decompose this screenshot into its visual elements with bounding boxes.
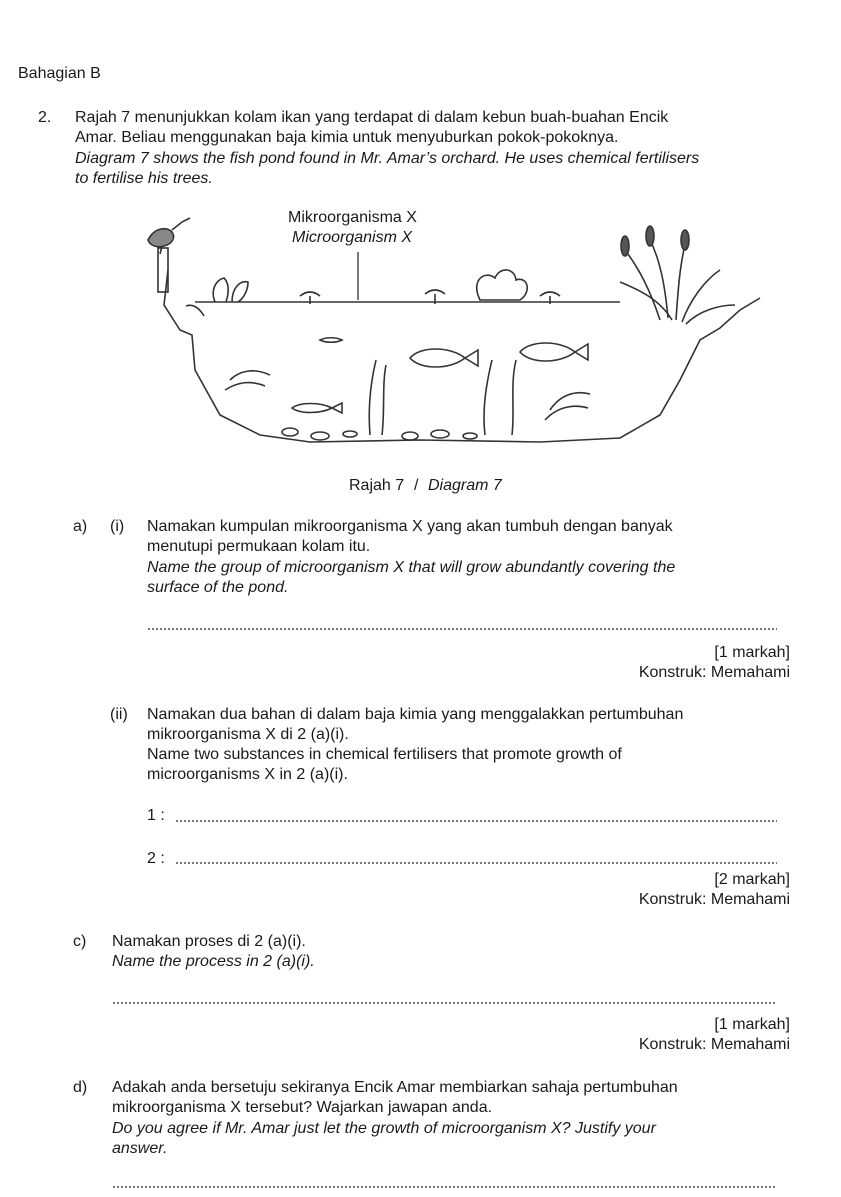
part-a-i-en-2: surface of the pond.	[147, 579, 289, 596]
pond-diagram	[120, 210, 800, 460]
part-d-en-2: answer.	[112, 1140, 168, 1157]
part-a-i-construct: Konstruk: Memahami	[638, 664, 790, 681]
part-d-en-1: Do you agree if Mr. Amar just let the growth of microorganism X? Justify your	[112, 1120, 656, 1137]
part-a-i-marks: [1 markah]	[714, 644, 790, 661]
part-c-construct: Konstruk: Memahami	[638, 1036, 790, 1053]
part-c-marks: [1 markah]	[714, 1016, 790, 1033]
part-a-i-ms-1: Namakan kumpulan mikroorganisma X yang akan tumbuh dengan banyak	[147, 518, 673, 535]
diagram-caption-sep: /	[414, 477, 419, 494]
part-a-i-ms-2: menutupi permukaan kolam itu.	[147, 538, 371, 555]
diagram-caption-ms: Rajah 7	[349, 477, 405, 494]
answer-label-1: 1 :	[147, 807, 165, 824]
answer-line-a-ii-1[interactable]	[175, 820, 777, 822]
answer-line-c[interactable]	[112, 1002, 777, 1004]
answer-line-a-i[interactable]	[147, 628, 777, 630]
part-a-ii-en-2: microorganisms X in 2 (a)(i).	[147, 766, 348, 783]
intro-ms-line-2: Amar. Beliau menggunakan baja kimia untuk menyuburkan pokok-pokoknya.	[75, 129, 619, 146]
part-a-ii-ms-1: Namakan dua bahan di dalam baja kimia yang menggalakkan pertumbuhan	[147, 706, 684, 723]
intro-en-line-1: Diagram 7 shows the fish pond found in Mr. Amar’s orchard. He uses chemical fertilisers	[75, 150, 700, 167]
part-d-ms-2: mikroorganisma X tersebut? Wajarkan jawapan anda.	[112, 1099, 493, 1116]
diagram-label-en: Microorganism X	[292, 229, 413, 246]
part-a-ii-ms-2: mikroorganisma X di 2 (a)(i).	[147, 726, 349, 743]
intro-ms-line-1: Rajah 7 menunjukkan kolam ikan yang terdapat di dalam kebun buah-buahan Encik	[75, 109, 669, 126]
section-heading: Bahagian B	[18, 65, 101, 82]
part-a-letter: a)	[73, 518, 88, 535]
part-a-ii-number: (ii)	[110, 706, 128, 723]
part-a-ii-construct: Konstruk: Memahami	[638, 891, 790, 908]
part-d-ms-1: Adakah anda bersetuju sekiranya Encik Amar membiarkan sahaja pertumbuhan	[112, 1079, 678, 1096]
part-c-en: Name the process in 2 (a)(i).	[112, 953, 315, 970]
answer-line-d[interactable]	[112, 1186, 777, 1188]
part-c-ms: Namakan proses di 2 (a)(i).	[112, 933, 306, 950]
part-a-ii-marks: [2 markah]	[714, 871, 790, 888]
part-d-letter: d)	[73, 1079, 88, 1096]
part-a-i-en-1: Name the group of microorganism X that will grow abundantly covering the	[147, 559, 676, 576]
answer-line-a-ii-2[interactable]	[175, 862, 777, 864]
part-a-ii-en-1: Name two substances in chemical fertilisers that promote growth of	[147, 746, 622, 763]
intro-en-line-2: to fertilise his trees.	[75, 170, 213, 187]
part-c-letter: c)	[73, 933, 87, 950]
diagram-label-ms: Mikroorganisma X	[288, 209, 417, 226]
question-number: 2.	[38, 109, 52, 126]
answer-label-2: 2 :	[147, 850, 165, 867]
part-a-i-number: (i)	[110, 518, 125, 535]
diagram-caption-en: Diagram 7	[428, 477, 502, 494]
